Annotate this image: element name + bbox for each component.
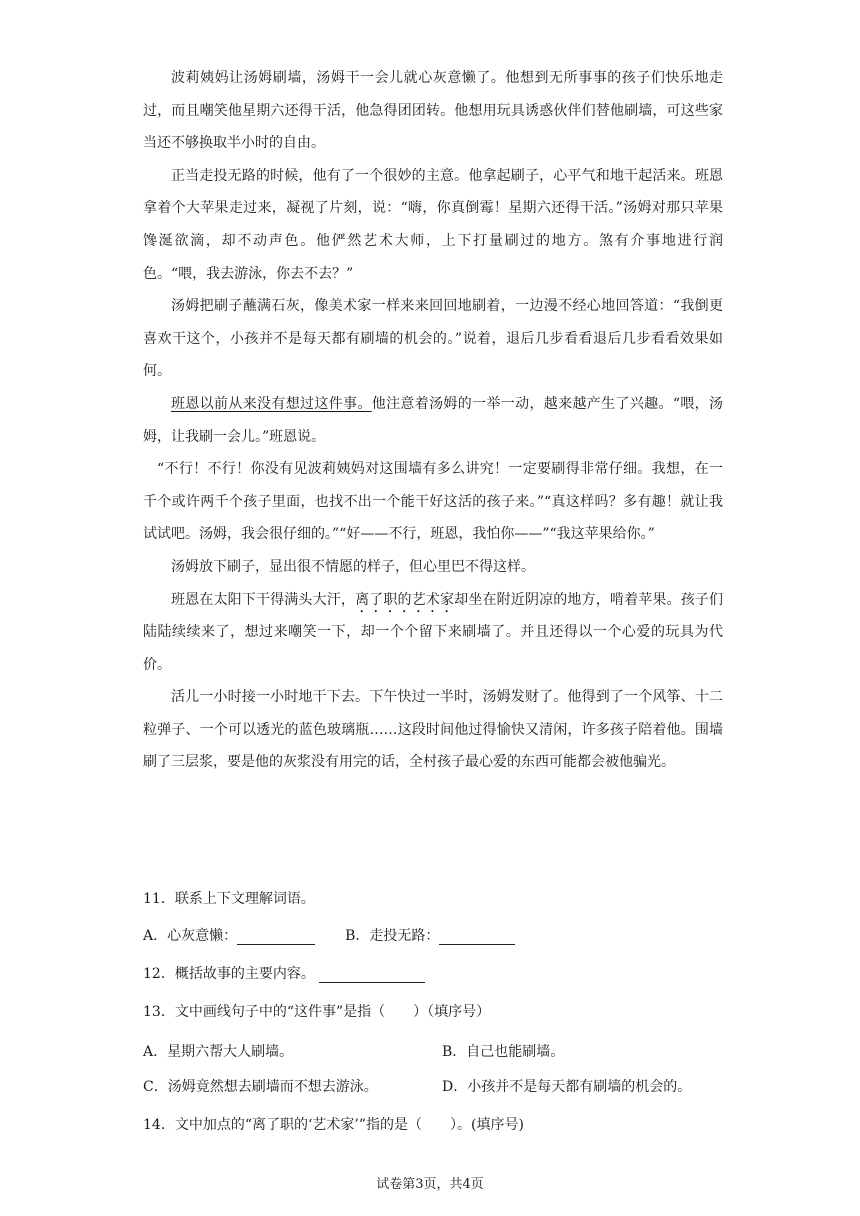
dotted-phrase: 离了职的艺术家 (355, 591, 455, 608)
question-11: 11．联系上下文理解词语。 (143, 891, 315, 907)
paragraph-1: 波莉姨妈让汤姆刷墙，汤姆干一会儿就心灰意懒了。他想到无所事事的孩子们快乐地走过，而且嘲笑他星期六还得干活，他急得团团转。他想用玩具诱惑伙伴们替他刷墙，可这些家当还不够换取半小时的自由。 (143, 70, 723, 152)
question-11-options (143, 925, 743, 945)
reading-passage (143, 62, 723, 779)
q13-option-b[interactable]: B．自己也能刷墙。 (442, 1044, 565, 1060)
q13-option-d[interactable]: D．小孩并不是每天都有刷墙的机会的。 (442, 1079, 692, 1095)
paragraph-4 (143, 388, 723, 453)
q12-label: 12．概括故事的主要内容。 (143, 966, 315, 982)
paragraph-7-a: 班恩在太阳下干得满头大汗， (171, 591, 356, 608)
q11-option-a: A．心灰意懒： (143, 928, 238, 944)
q13-row-1 (143, 1041, 743, 1061)
page-footer: 试卷第3页，共4页 (376, 1177, 484, 1192)
q11-option-b: B．走投无路： (345, 928, 440, 944)
paragraph-3: 汤姆把刷子蘸满石灰，像美术家一样来来回回地刷着，一边漫不经心地回答道：“我倒更喜欢干这个，小孩并不是每天都有刷墙的机会的。”说着，退后几步看看退后几步看看效果如何。 (143, 298, 723, 380)
paragraph-2: 正当走投无路的时候，他有了一个很妙的主意。他拿起刷子，心平气和地干起活来。班恩拿着个大苹果走过来，凝视了片刻，说：“嗨，你真倒霉！星期六还得干活。”汤姆对那只苹果馋涎欲滴，却不动声色。他俨然艺术大师，上下打量刷过的地方。煞有介事地进行润色。“喂，我去游泳，你去不去？” (143, 167, 723, 282)
q11-answer-blank-b[interactable] (439, 930, 515, 945)
paragraph-7-b: 却坐在附近阴凉的地方，啃着苹果。孩子们陆陆续续来了，想过来嘲笑一下，却一个个留下来刷墙了。并且还得以一个心爱的玩具为代价。 (143, 591, 724, 673)
paragraph-5: “不行！不行！你没有见波莉姨妈对这围墙有多么讲究！一定要刷得非常仔细。我想，在一千个或许两千个孩子里面，也找不出一个能干好这活的孩子来。”“真这样吗？多有趣！就让我试试吧。汤姆，我会很仔细的。”“好——不行，班恩，我怕你——”“我这苹果给你。” (143, 461, 723, 543)
paragraph-8: 活儿一小时接一小时地干下去。下午快过一半时，汤姆发财了。他得到了一个风筝、十二粒弹子、一个可以透光的蓝色玻璃瓶……这段时间他过得愉快又清闲，许多孩子陪着他。围墙刷了三层浆，要是他的灰浆没有用完的话，全村孩子最心爱的东西可能都会被他骗光。 (143, 689, 723, 771)
paragraph-4-rest: 他注意着汤姆的一举一动，越来越产生了兴趣。“喂，汤姆，让我刷一会儿。”班恩说。 (143, 395, 724, 445)
paragraph-6: 汤姆放下刷子，显出很不情愿的样子，但心里巴不得这样。 (171, 558, 535, 575)
q13-option-a[interactable]: A．星期六帮大人刷墙。 (143, 1044, 294, 1060)
paragraph-7 (143, 584, 723, 682)
underlined-sentence: 班恩以前从来没有想过这件事。 (171, 395, 372, 412)
question-14: 14．文中加点的“离了职的‘艺术家’”指的是（ ）。(填序号) (143, 1117, 524, 1133)
q13-option-c[interactable]: C．汤姆竟然想去刷墙而不想去游泳。 (143, 1079, 378, 1095)
q11-answer-blank-a[interactable] (237, 930, 315, 945)
q13-row-2 (143, 1076, 743, 1096)
q12-answer-blank[interactable] (319, 968, 425, 983)
question-13: 13．文中画线句子中的“这件事”是指（ ）（填序号） (143, 1004, 491, 1020)
question-12 (143, 963, 743, 983)
